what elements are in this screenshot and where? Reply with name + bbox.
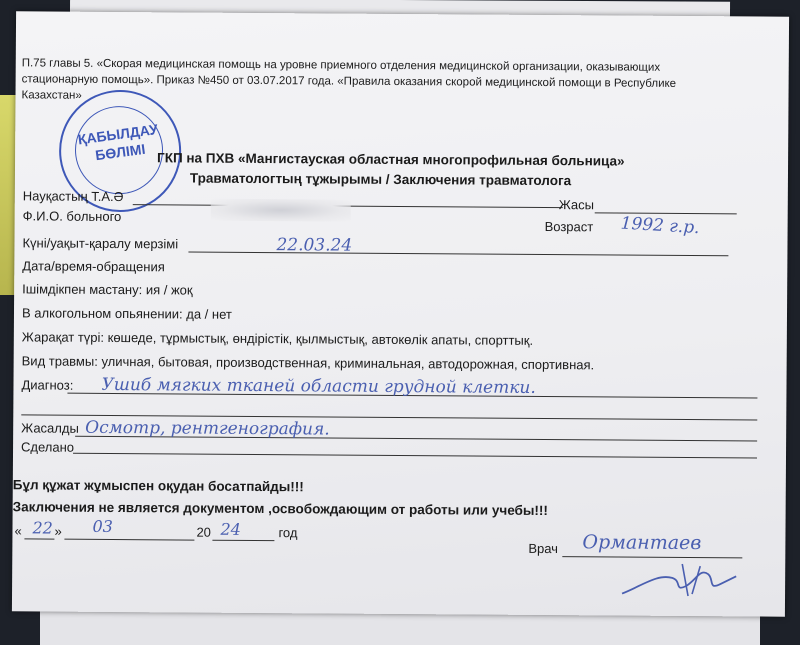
form-title: Травматологтың тұжырымы / Заключения травматолога xyxy=(189,170,572,189)
injury-type-label-ru: Вид травмы: уличная, бытовая, производственная, криминальная, автодорожная, спортивная. xyxy=(21,353,595,373)
doctor-signature xyxy=(612,555,742,602)
alcohol-label-ru: В алкогольном опьянении: да / нет xyxy=(21,305,232,322)
footer-day-open: « xyxy=(14,523,22,539)
footer-month-line xyxy=(64,539,194,541)
date-handwritten: 22.03.24 xyxy=(276,235,353,256)
age-handwritten: 1992 г.р. xyxy=(620,213,701,239)
doctor-handwritten: Ормантаев xyxy=(582,531,702,555)
patient-name-label-ru: Ф.И.О. больного xyxy=(22,208,122,225)
date-label-ru: Дата/время-обращения xyxy=(22,258,165,275)
footer-year-suffix: год xyxy=(278,525,298,541)
redacted-patient-name xyxy=(211,199,351,222)
hospital-name: ГКП на ПХВ «Мангистауская областная многопрофильная больница» xyxy=(157,150,625,169)
footer-year-prefix: 20 xyxy=(196,524,211,540)
legal-reference-line-2: стационарную помощь». Приказ №450 от 03.07.2017 года. «Правила оказания скорой медицинской помощи в Республике xyxy=(21,73,677,90)
footer-year-handwritten: 24 xyxy=(220,519,241,539)
age-label-ru: Возраст xyxy=(544,219,594,235)
doctor-label: Врач xyxy=(528,540,559,557)
notice-kz: Бұл құжат жұмыспен оқудан босатпайды!!! xyxy=(12,477,304,495)
date-line xyxy=(188,252,728,257)
footer-day-line xyxy=(24,538,54,539)
stamp-text-line-1: ҚАБЫЛДАУ xyxy=(76,120,159,148)
done-label-ru: Сделано xyxy=(21,439,75,455)
notice-ru: Заключения не является документом ,освобождающим от работы или учебы!!! xyxy=(12,499,548,519)
legal-reference-line-3: Казахстан» xyxy=(21,89,82,102)
age-line xyxy=(595,212,737,214)
alcohol-label-kz: Ішімдікпен мастану: ия / жоқ xyxy=(22,281,193,298)
stamp-text-line-2: БӨЛІМІ xyxy=(94,140,147,164)
done-handwritten: Осмотр, рентгенография. xyxy=(85,417,330,440)
footer-month-handwritten: 03 xyxy=(92,516,113,536)
footer-day-handwritten: 22 xyxy=(32,518,53,538)
injury-type-label-kz: Жарақат түрі: көшеде, тұрмыстық, өндірістік, қылмыстық, автокөлік апаты, спорттық. xyxy=(21,329,534,348)
done-line-2 xyxy=(73,453,757,459)
date-label-kz: Күні/уақыт-қаралу мерзімі xyxy=(22,235,179,252)
footer-year-line xyxy=(212,540,274,541)
patient-name-label-kz: Науқастың Т.А.Ә xyxy=(22,188,124,205)
diagnosis-handwritten: Ушиб мягких тканей области грудной клетки. xyxy=(101,374,536,398)
done-label-kz: Жасалды xyxy=(21,420,79,436)
legal-reference-line-1: П.75 главы 5. «Скорая медицинская помощь на уровне приемного отделения медицинской организации, оказывающих xyxy=(21,57,661,74)
diagnosis-label: Диагноз: xyxy=(21,377,74,393)
footer-day-close: » xyxy=(54,523,62,539)
medical-form-sheet xyxy=(12,11,789,616)
age-label-kz: Жасы xyxy=(558,197,595,213)
